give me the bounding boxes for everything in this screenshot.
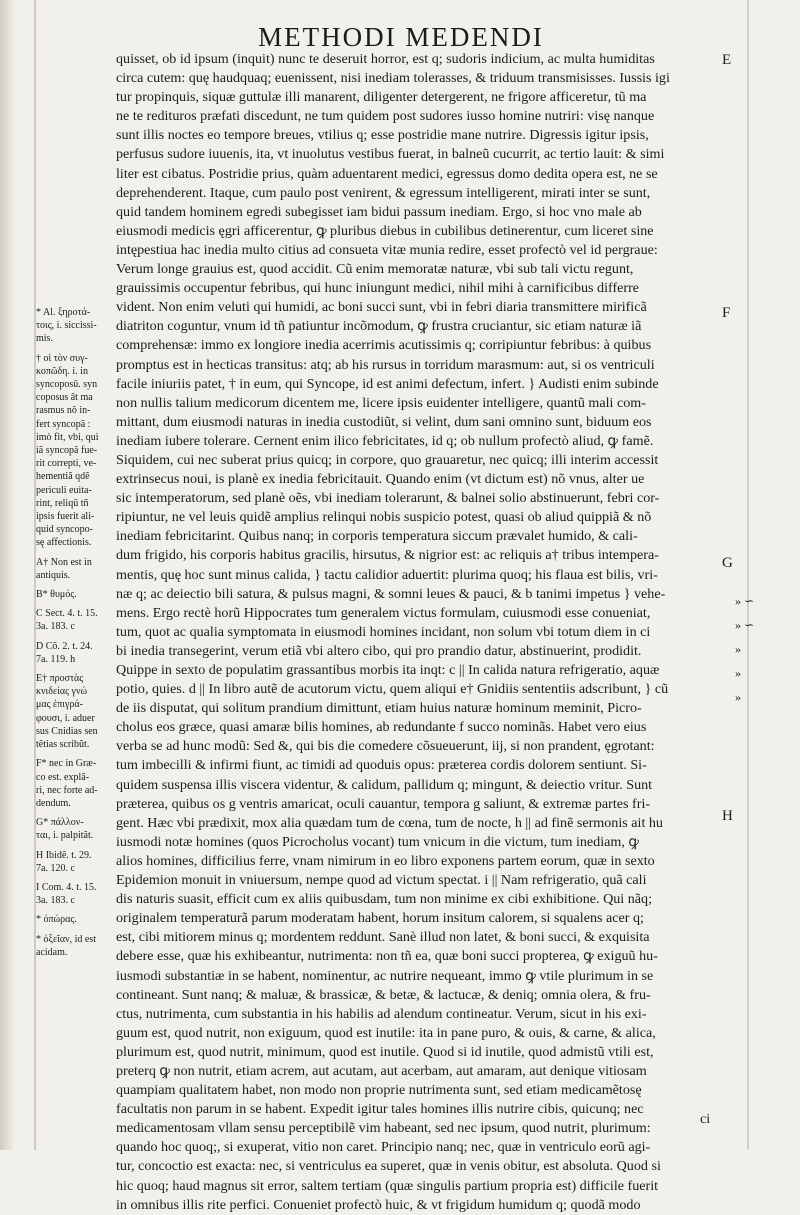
margin-note: A† Non est in antiquis.: [36, 556, 92, 581]
text-line: facile iniuriis patet, † in eum, qui Syncope, id est animi defectum, infert. } Audisti enim subinde: [116, 375, 659, 392]
text-line: hic quoq; haud magnus sit error, saltem tertiam (quæ singulis partium propria est) difficile fuerit: [116, 1177, 659, 1194]
text-line: quampiam qualitatem habet, non modo non proprie nutrimenta sunt, sed etiam medicamẽtosę: [116, 1082, 642, 1099]
text-line: iusmodi notæ homines (quos Picrocholus vocant) tum vnicum in die victum, tum inediam, ꝙ: [116, 833, 639, 850]
margin-note: * ὀπώρας.: [36, 914, 77, 926]
right-margin-rule: [747, 0, 749, 1150]
text-line: quid tandem hominem egredi subegisset iam bidui passum inediam. Ergo, si hoc vno male ab: [116, 203, 642, 220]
text-line: ctus, nutrimenta, cum substantia in his habilis ad alendum contineatur. Verum, sicut in his exi-: [116, 1005, 647, 1022]
text-line: contineant. Sunt nanq; & maluæ, & brassicæ, & betæ, & lactucæ, & deniq; omnia olera, & fru-: [116, 986, 651, 1003]
text-line: tur propinquis, siquæ guttulæ illi manarent, diligenter detergerent, ne frigore afficeretur, tũ ma: [116, 89, 647, 106]
text-line: potio, quies. d || In libro autẽ de acutorum victu, quem aliqui e† Gnidiis sententiis adscribunt, } cũ: [116, 681, 669, 698]
text-line: perfusus sudore iuuenis, ita, vt inuolutus vestibus fuerat, in balneũ cucurrit, ac tertio lauit: & simi: [116, 146, 665, 163]
text-line: præterea, quibus os g ventris amaricat, oculi cauantur, tempora g saliunt, & extremæ partes fri-: [116, 795, 651, 812]
text-line: dum frigido, his corporis habitus gracilis, hirsutus, & nigrior est: ac reliquis a† tribus intempera-: [116, 547, 659, 564]
text-line: quidem suspensa illis viscera videntur, & calidum, pallidum q; mingunt, & deiectio vritur. Sunt: [116, 776, 653, 793]
running-title: METHODI MEDENDI: [258, 22, 544, 52]
text-line: bi inedia transegerint, verum etiã vbi altero cibo, qui pro prandio datur, abstinuerint, prodidit.: [116, 642, 642, 659]
margin-note: D Cõ. 2. t. 24. 7a. 119. h: [36, 640, 93, 665]
text-line: eiusmodi medicis ęgri afficerentur, ꝙ pluribus diebus in cubilibus detinerentur, cum liceret sine: [116, 222, 654, 239]
text-line: Epidemion monuit in vniuersum, nempe quod ad victum spectat. i || Nam refrigeratio, quã cali: [116, 872, 647, 889]
text-line: promptus est in hecticas transitus: atq; ab his rursus in torridum marasmum: aut, si os ventriculi: [116, 356, 655, 373]
text-line: circa cutem: quę haudquaq; euenissent, nisi inediam tolerasses, & triduum transmisisses. Iussis igi: [116, 70, 670, 87]
text-line: plurimum est, quod nutrit, minimum, quod est inutile. Quod si id inutile, quod admistũ vtili est,: [116, 1043, 654, 1060]
text-line: liter est cibatus. Postridie prius, quàm aduentarent medici, egressus domo dedita opera est, ne se: [116, 165, 658, 182]
main-text-block: [116, 50, 722, 1213]
margin-note: F* nec in Græ- co est. explã- ri, nec forte ad- dendum.: [36, 758, 98, 809]
text-line: intępestiua hac inedia multo citius ad consueta vitæ munia redire, esset profectò vel id pergraue:: [116, 241, 658, 258]
page-gutter-shadow: [0, 0, 14, 1150]
text-line: tum imbecilli & infirmi fiunt, ac timidi ad quoduis opus: præterea cordis dolorem sentiunt. Si-: [116, 757, 647, 774]
quote-mark: »: [735, 642, 741, 656]
text-line: sic intemperatorum, sed planè oẽs, vbi inediam tolerarunt, & balnei solio abstinuerunt, febri cor-: [116, 490, 660, 507]
text-line: in omnibus illis rite perfici. Conueniet profectò huic, & vt frigidum humidum q; quodã modo: [116, 1196, 641, 1213]
text-line: tum, quot ac qualia symptomata in eiusmodi homines incidant, non solum vbi totum diem in ci: [116, 623, 651, 640]
text-line: comprehensæ: immo ex longiore inedia acerrimis acutissimis q; corripiuntur febribus: à quibus: [116, 337, 652, 354]
text-line: cholus eos græce, quasi amaræ bilis homines, ab redundante f succo nominãs. Habet vero eius: [116, 719, 647, 736]
catchword: ci: [700, 1112, 711, 1127]
quote-mark: » ∽: [735, 618, 755, 632]
text-line: inediam iubere tolerare. Cernent enim ilico febricitates, id q; ob nullum profectò aliud, ꝙ famẽ.: [116, 432, 654, 449]
text-line: quisset, ob id ipsum (inquit) nunc te deseruit horror, est q; sudoris indicium, ac multa humiditas: [116, 51, 655, 67]
text-line: est, cibi mitiorem minus q; mordentem reddunt. Sanè illud non latet, & boni succi, & exquisita: [116, 929, 650, 946]
margin-note: † οἱ τὸν συγ- κοπῶδη. i. in syncoposũ. syn coposus ât ma rasmus nõ in- fert syncopã : imò fit, vbi, qui iã syncopã fue- rit correpti, ve- hementiã qdẽ periculi euita- rint, reliqũ tñ ipsis fuerit ali- quid syncopo- sę affectionis.: [36, 352, 99, 549]
text-line: medicamentosam vllam sensu perceptibilẽ vim habeant, sed nec ipsum, quod nutrit, plurimum:: [116, 1120, 651, 1137]
quote-mark: »: [735, 666, 741, 680]
text-line: facultatis non parum in se habent. Expedit igitur tales homines illis nutrire cibis, quicunq; nec: [116, 1101, 644, 1118]
section-letter-e: E: [722, 52, 732, 68]
text-line: non nullis talium medicorum dicentem me, licere ipsis euidenter intelligere, quantũ mali com-: [116, 394, 646, 411]
margin-note: * Al. ξηροτά- τοις, i. siccissi- mis.: [36, 307, 97, 345]
text-line: gent. Hæc vbi prædixit, mox alia quædam tum de cœna, tum de nocte, h || ad finẽ sermonis ait hu: [116, 814, 663, 831]
text-line: mittant, dum eiusmodi naturas in inedia custodiũt, si velint, dum sani omnino sunt, biduum eos: [116, 413, 652, 430]
text-line: debere esse, quæ his exhibeantur, nutrimenta: non tñ ea, quæ boni succi propterea, ꝙ exiguũ hu-: [116, 948, 658, 965]
text-line: mentis, quę hoc sunt minus calida, } tactu calidior aduertit: plurima quoq; his flaua est bilis, vri-: [116, 566, 658, 583]
quote-mark: » ∽: [735, 594, 755, 608]
text-line: vident. Non enim veluti qui humidi, ac boni succi sunt, vbi in febri diaria transmittere mirificã: [116, 299, 647, 316]
text-line: guum est, quod nutrit, non exiguum, quod est inutile: ita in pane puro, & ouis, & carne, & alica,: [116, 1024, 656, 1041]
text-line: extrinsecus noui, is planè ex inedia febricitauit. Quando enim (vt dictum est) nõ vnus, alter ue: [116, 471, 645, 488]
text-line: alios homines, difficilius ferre, vnam nimirum in eo libro exponens partem eorum, quæ in sexto: [116, 852, 655, 869]
text-line: tur, concoctio est exacta: nec, si ventriculus ea superet, quæ in venis obitur, est absoluta. Quod si: [116, 1158, 661, 1175]
text-line: ne te redituros præfati discedunt, ne tum quidem post sudores iusso homine nutriri: visę nanque: [116, 108, 655, 125]
text-line: deprehenderent. Itaque, cum paulo post venirent, & egressum intelligerent, mirati inter se sunt,: [116, 184, 651, 201]
text-line: Siquidem, cui nec suberat prius quicq; in corpore, quo grauaretur, nec quicq; illi interim accessit: [116, 451, 659, 468]
text-line: grauissimis occupentur febribus, qui hunc iniungunt medici, nihil mihi à carnificibus differre: [116, 280, 640, 297]
text-line: Verum longe grauius est, quod accidit. Cũ enim memoratæ naturæ, vbi sub tali victu regunt,: [116, 261, 634, 278]
section-letter-g: G: [722, 555, 733, 571]
text-line: diatriton coguntur, vnum id tñ patiuntur incõmodum, ꝙ frustra cruciantur, sic etiam naturæ iã: [116, 318, 642, 335]
text-line: dis naturis suasit, efficit cum ex aliis quibusdam, tum non minime ex cibi exhibitione. Qui nãq;: [116, 891, 653, 908]
text-line: originalem temperaturã parum moderatam habent, horum insitum calorem, si squalens acer q;: [116, 910, 644, 927]
text-line: verba se ad hunc modũ: Sed &, qui bis die comedere cõsueuerunt, iij, si non prandent, ęgrotant:: [116, 738, 655, 755]
text-line: mens. Ergo rectè horũ Hippocrates tum generalem victus formulam, cuiusmodi esse conueniat,: [116, 604, 651, 621]
quote-mark: »: [735, 690, 741, 704]
text-line: næ q; ac deiectio bili satura, & pulsus magni, & somni leues & pauci, & b tanimi impetus } vehe-: [116, 585, 666, 602]
margin-note: H Ibidẽ. t. 29. 7a. 120. c: [36, 849, 92, 874]
text-line: de iis disputat, qui solitum prandium dimittunt, etiam huius naturæ hominum meminit, Picro-: [116, 700, 642, 717]
text-line: inediam febricitarint. Quibus nanq; in corporis temperatura siccum prævalet humido, & cali-: [116, 528, 638, 545]
margin-note: C Sect. 4. t. 15. 3a. 183. c: [36, 608, 98, 633]
section-letter-f: F: [722, 305, 731, 321]
section-letter-h: H: [722, 808, 733, 824]
margin-notes: [36, 306, 114, 965]
text-line: ripiuntur, ne vel leuis quidẽ amplius relinqui nobis suspicio potest, quasi ob aliud quippiã & nõ: [116, 509, 652, 526]
text-line: Quippe in sexto de populatim grassantibus morbis ita inqt: c || In calida natura refrigeratio, aquæ: [116, 662, 660, 678]
margin-note: B* θυμός.: [36, 589, 77, 601]
margin-note: G* πάλλον- ται, i. palpitãt.: [36, 817, 94, 842]
text-line: quando hoc quoq;, si exuperat, vitio non caret. Principio nanq; nec, quæ in ventriculo eorũ agi-: [116, 1139, 651, 1156]
margin-note: E† προστὰς κνιδείας γνώ μας ἐπιγρά- φουσι, i. aduer sus Cnidias sen tẽtias scribũt.: [36, 673, 98, 751]
margin-note: I Com. 4. t. 15. 3a. 183. c: [36, 881, 97, 907]
text-line: preterq ꝙ non nutrit, etiam acrem, aut acutam, aut acerbam, aut amaram, aut denique vitiosam: [116, 1062, 647, 1079]
text-line: sunt illis noctes eo tempore breues, vtilius q; esse postridie mane nutrire. Digressis igitur ipsis,: [116, 127, 649, 144]
text-line: iusmodi substantiæ in se habent, nominentur, ac nutrire nequeant, immo ꝙ vtile plurimum in se: [116, 967, 654, 984]
right-margin-marks: [735, 592, 757, 712]
margin-note: * ὀξεῖαν, id est acidam.: [36, 933, 96, 958]
